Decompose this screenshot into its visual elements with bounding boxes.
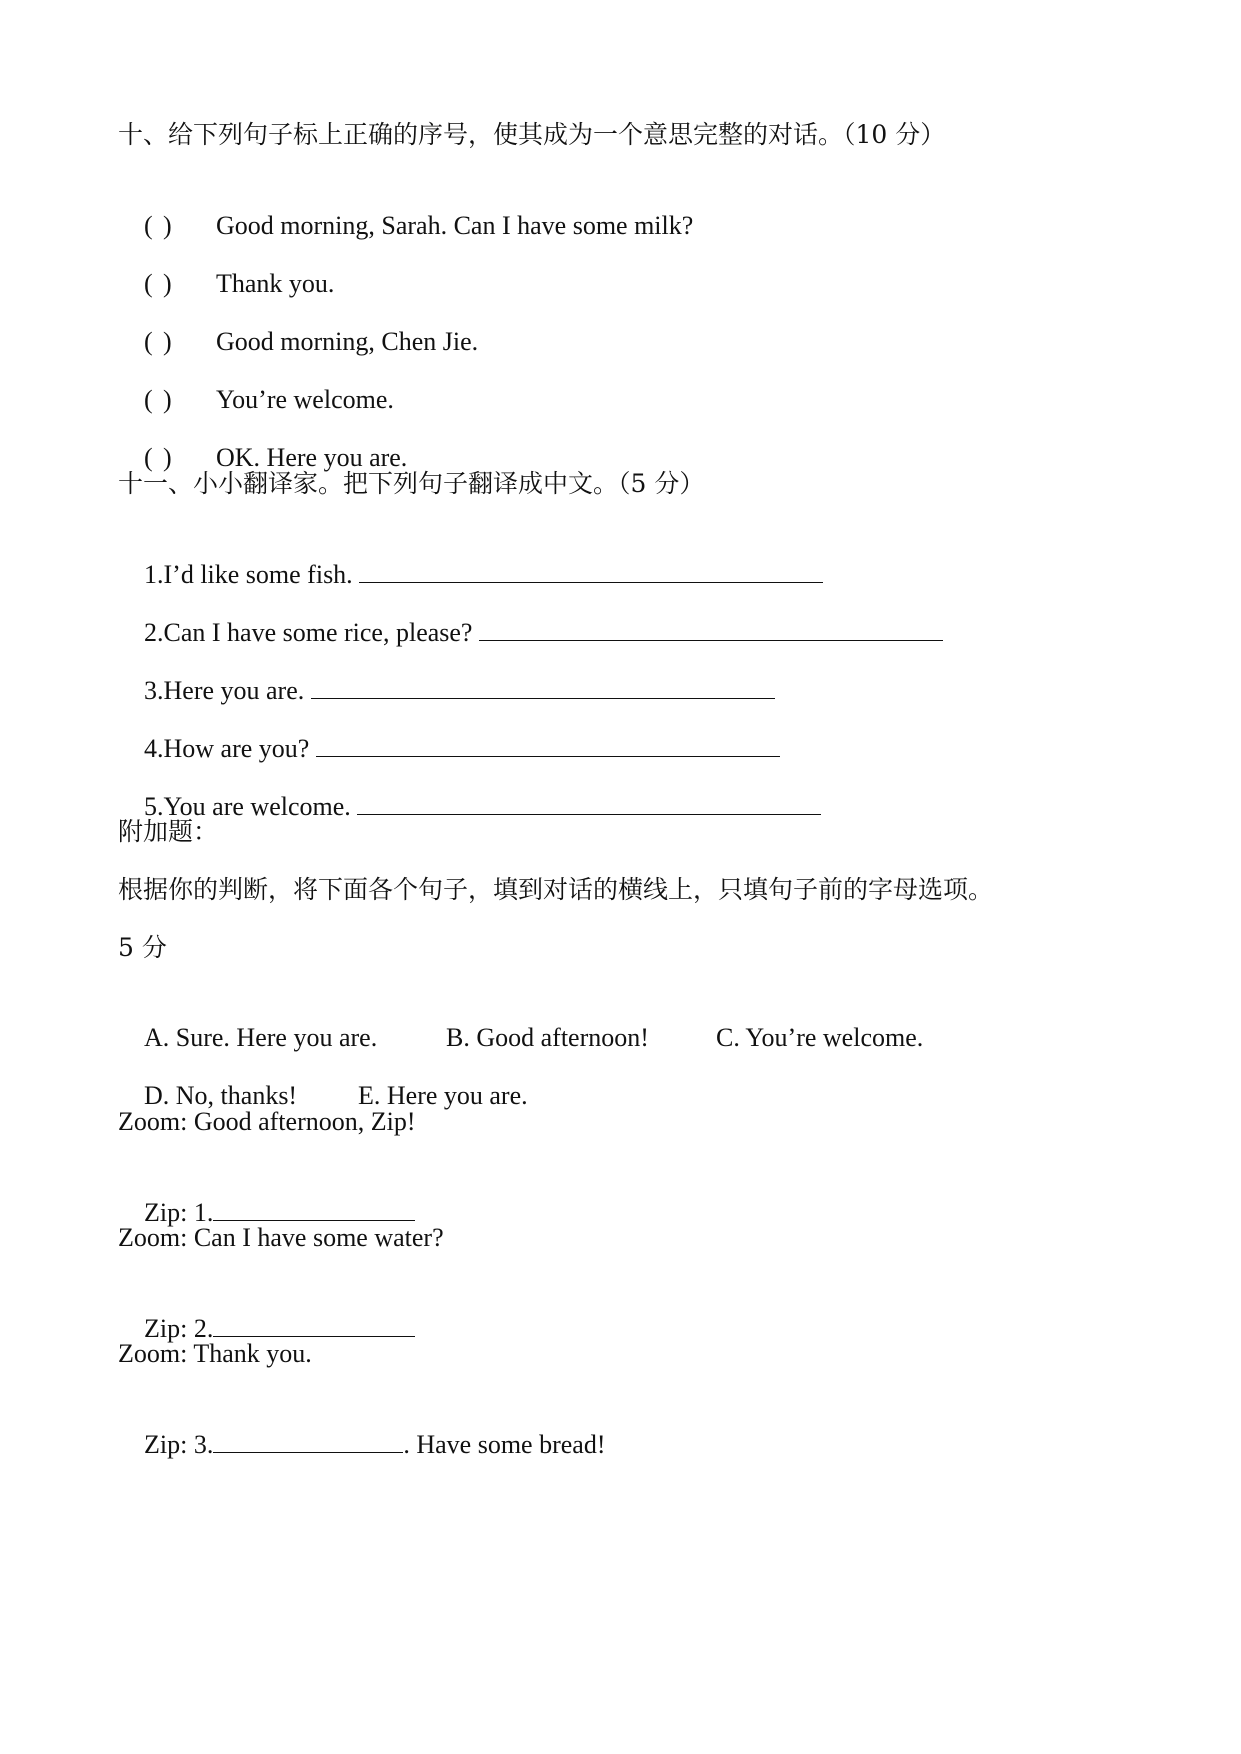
- section10-heading: 十、给下列句子标上正确的序号，使其成为一个意思完整的对话。（10 分）: [118, 120, 946, 149]
- translate-item-5: [118, 758, 821, 855]
- ordering-item-text: Good morning, Sarah. Can I have some milk?: [216, 211, 694, 240]
- ordering-item-text: OK. Here you are.: [216, 443, 408, 472]
- ordering-item-text: Thank you.: [216, 269, 335, 298]
- answer-blank[interactable]: [213, 1196, 415, 1221]
- translate-sentence: 1.I’d like some fish.: [144, 560, 353, 589]
- answer-blank[interactable]: [479, 616, 943, 641]
- answer-bracket[interactable]: ( ): [144, 211, 172, 240]
- option-a: A. Sure. Here you are.: [144, 1023, 378, 1052]
- option-d: D. No, thanks!: [144, 1081, 298, 1110]
- dialogue-line-1: Zoom: Good afternoon, Zip!: [118, 1107, 416, 1136]
- translate-sentence: 5.You are welcome.: [144, 792, 351, 821]
- dialogue-line-5: Zoom: Thank you.: [118, 1339, 312, 1368]
- section11-heading: 十一、小小翻译家。把下列句子翻译成中文。（5 分）: [118, 469, 705, 498]
- dialogue-line-6: Zip: 3. . Have some bread!: [144, 1430, 606, 1459]
- translate-sentence: 2.Can I have some rice, please?: [144, 618, 473, 647]
- option-c: C. You’re welcome.: [716, 1023, 924, 1052]
- answer-blank[interactable]: [357, 790, 821, 815]
- dialogue-line-3: Zoom: Can I have some water?: [118, 1223, 444, 1252]
- dialogue-line-4: Zip: 2.: [118, 1280, 415, 1377]
- answer-blank[interactable]: [213, 1312, 415, 1337]
- answer-blank[interactable]: [311, 674, 775, 699]
- bonus-points: 5 分: [118, 933, 167, 962]
- answer-bracket[interactable]: ( ): [144, 443, 172, 472]
- answer-bracket[interactable]: ( ): [144, 327, 172, 356]
- answer-blank[interactable]: [213, 1428, 403, 1453]
- translate-sentence: 3.Here you are.: [144, 676, 305, 705]
- answer-bracket[interactable]: ( ): [144, 385, 172, 414]
- option-e: E. Here you are.: [358, 1081, 528, 1110]
- ordering-item-text: You’re welcome.: [216, 385, 394, 414]
- answer-bracket[interactable]: ( ): [144, 269, 172, 298]
- translate-sentence: 4.How are you?: [144, 734, 310, 763]
- bonus-title: 附加题：: [118, 817, 219, 846]
- answer-blank[interactable]: [359, 558, 823, 583]
- answer-blank[interactable]: [316, 732, 780, 757]
- bonus-instruction: 根据你的判断，将下面各个句子，填到对话的横线上，只填句子前的字母选项。: [118, 875, 994, 904]
- ordering-item-text: Good morning, Chen Jie.: [216, 327, 479, 356]
- dialogue-line-2: Zip: 1.: [118, 1164, 415, 1261]
- option-b: B. Good afternoon!: [446, 1023, 649, 1052]
